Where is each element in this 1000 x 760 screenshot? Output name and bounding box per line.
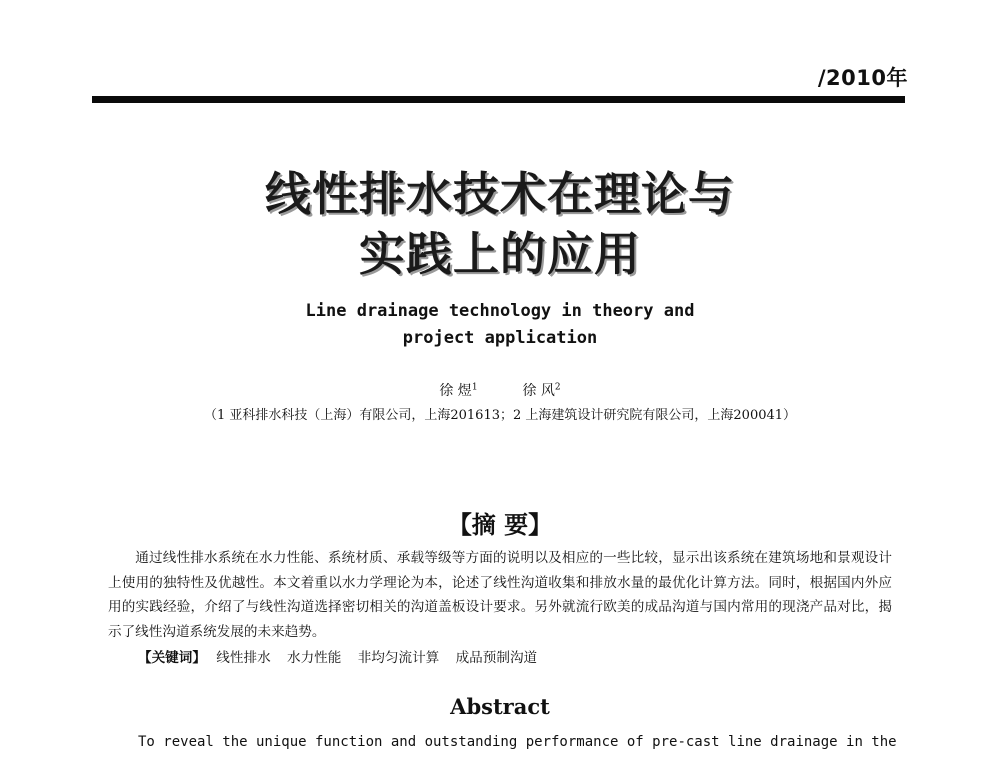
authors (0, 380, 1000, 400)
journal-year: /2010年 (817, 66, 908, 90)
title-en-line1: Line drainage technology in theory and (305, 301, 695, 321)
affiliation: （1 亚科排水科技（上海）有限公司，上海201613；2 上海建筑设计研究院有限公司，上海200041） (203, 408, 797, 423)
keyword-item: 成品预制沟道 (455, 650, 538, 666)
abstract-en-heading: Abstract (450, 694, 550, 719)
author-1-name: 徐 煜 (439, 383, 472, 399)
author-2-sup: 2 (554, 382, 561, 393)
abstract-en-line1: To reveal the unique function and outstanding performance of pre-cast line drainage in the (138, 734, 897, 750)
author-2-name: 徐 风 (522, 383, 555, 399)
keyword-item: 线性排水 (216, 650, 271, 666)
abstract-cn-body (108, 546, 892, 644)
title-en (0, 298, 1000, 352)
title-en-line2: project application (402, 328, 598, 348)
abstract-cn-heading: 【摘 要】 (447, 511, 553, 539)
keywords-label: 【关键词】 (138, 650, 206, 666)
keyword-item: 水力性能 (287, 650, 342, 666)
abstract-cn-text: 通过线性排水系统在水力性能、系统材质、承载等级等方面的说明以及相应的一些比较，显示出该系统在建筑场地和景观设计上使用的独特性及优越性。本文着重以水力学理论为本，论述了线性沟道收集和排放水量的最优化计算方法。同时，根据国内外应用的实践经验，介绍了与线性沟道选择密切相关的沟道盖板设计要求。另外就流行欧美的成品沟道与国内常用的现浇产品对比，揭示了线性沟道系统发展的未来趋势。 (108, 550, 892, 640)
keywords (138, 646, 549, 666)
header-rule (92, 96, 905, 103)
keyword-item: 非均匀流计算 (357, 650, 440, 666)
author-1-sup: 1 (471, 382, 478, 393)
title-cn-line1: 线性排水技术在理论与 (265, 167, 735, 221)
title-cn-line2: 实践上的应用 (359, 227, 641, 281)
